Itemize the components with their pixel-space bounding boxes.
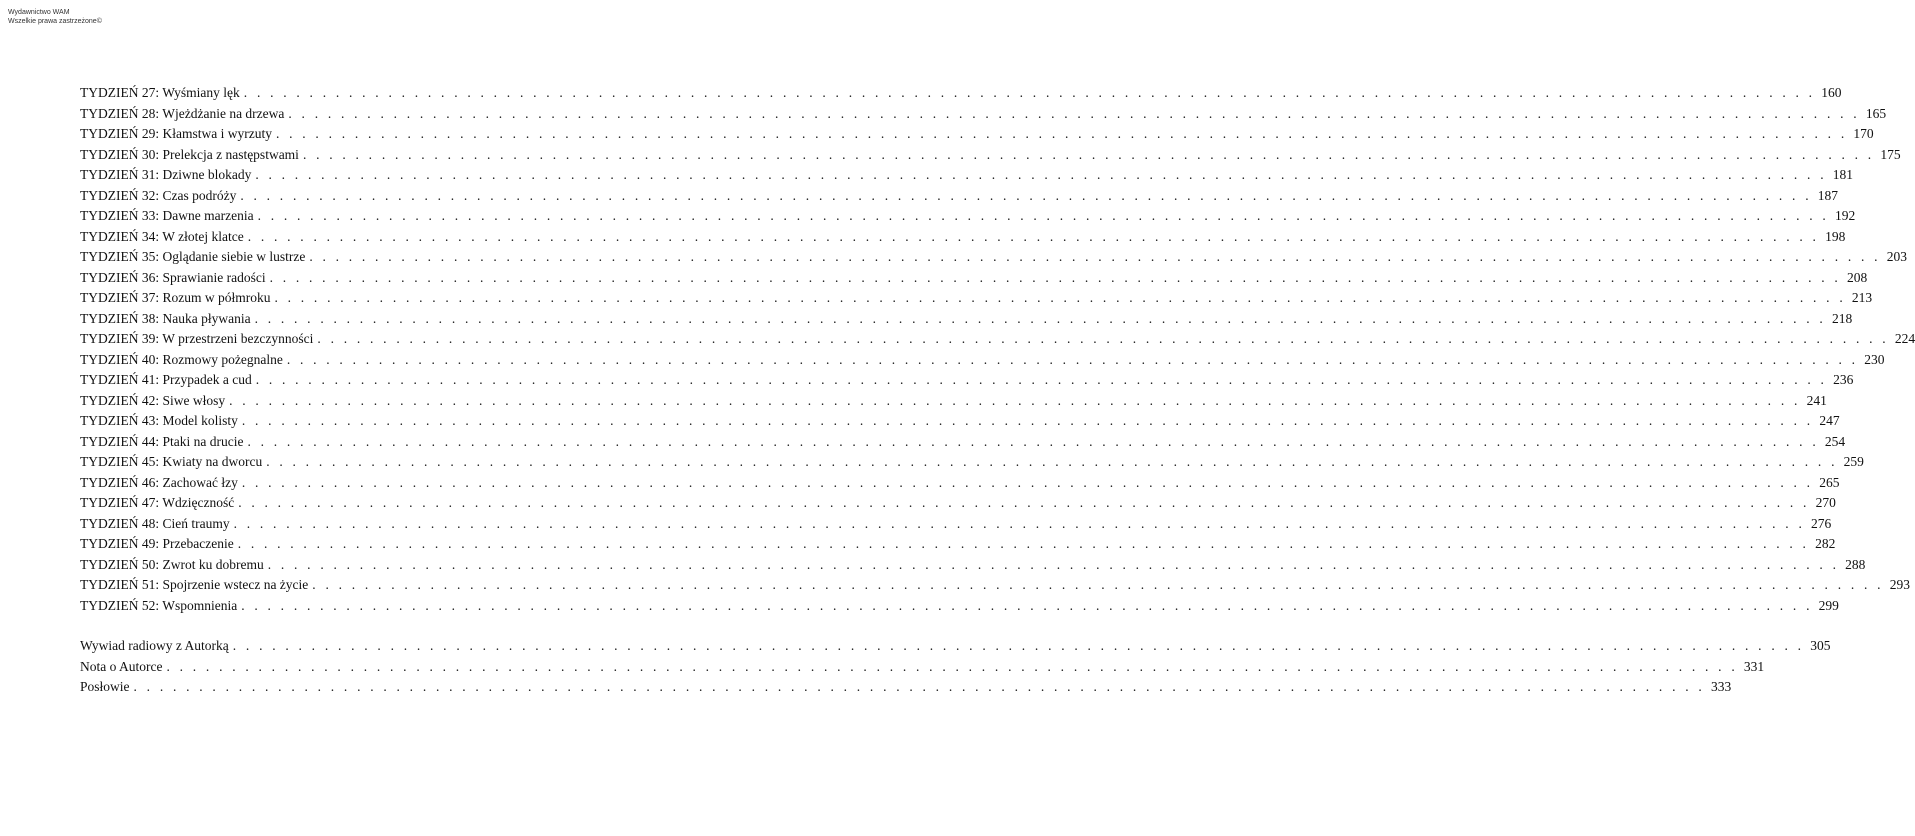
toc-entry bbox=[80, 370, 1854, 391]
toc-entry-page-number: 175 bbox=[1880, 146, 1901, 162]
toc-entry bbox=[80, 452, 1864, 473]
toc-dot-leader: . . . . . . . . . . . . . . . . . . . . . . . . . . . . . . . . . . . . . . . . . . . . . . . . . . . . . . . . . . . . . . . . . . . . . . . . . . . . . . . . . . . . . . . . . . . . . . . . . . . . . . . . . . . . . . . . . . . . . . . . bbox=[269, 269, 1842, 285]
toc-entry-title: TYDZIEŃ 33: Dawne marzenia bbox=[80, 208, 254, 223]
toc-entry-title: TYDZIEŃ 35: Oglądanie siebie w lustrze bbox=[80, 249, 306, 264]
toc-entry-page-number: 331 bbox=[1743, 658, 1765, 674]
toc-section-gap bbox=[80, 616, 499, 636]
toc-entry-title: TYDZIEŃ 41: Przypadek a cud bbox=[80, 372, 252, 387]
toc-dot-leader: . . . . . . . . . . . . . . . . . . . . . . . . . . . . . . . . . . . . . . . . . . . . . . . . . . . . . . . . . . . . . . . . . . . . . . . . . . . . . . . . . . . . . . . . . . . . . . . . . . . . . . . . . . . . . . . . . . . . . . . . bbox=[241, 413, 1814, 428]
toc-dot-leader: . . . . . . . . . . . . . . . . . . . . . . . . . . . . . . . . . . . . . . . . . . . . . . . . . . . . . . . . . . . . . . . . . . . . . . . . . . . . . . . . . . . . . . . . . . . . . . . . . . . . . . . . . . . . . . . . . . . . . . . . bbox=[275, 126, 1848, 141]
toc-entry-title: TYDZIEŃ 50: Zwrot ku dobremu bbox=[80, 556, 264, 572]
toc-entry bbox=[80, 473, 1840, 494]
rights-notice: Wszelkie prawa zastrzeżone© bbox=[8, 18, 102, 25]
toc-entry bbox=[80, 350, 1885, 371]
toc-dot-leader: . . . . . . . . . . . . . . . . . . . . . . . . . . . . . . . . . . . . . . . . . . . . . . . . . . . . . . . . . . . . . . . . . . . . . . . . . . . . . . . . . . . . . . . . . . . . . . . . . . . . . . . . . . . . . . . . . . . . . . . . bbox=[266, 454, 1838, 469]
toc-dot-leader: . . . . . . . . . . . . . . . . . . . . . . . . . . . . . . . . . . . . . . . . . . . . . . . . . . . . . . . . . . . . . . . . . . . . . . . . . . . . . . . . . . . . . . . . . . . . . . . . . . . . . . . . . . . . . . . . . . . . . . . . bbox=[243, 85, 1816, 100]
toc-entry-page-number: 192 bbox=[1835, 208, 1856, 223]
toc-dot-leader: . . . . . . . . . . . . . . . . . . . . . . . . . . . . . . . . . . . . . . . . . . . . . . . . . . . . . . . . . . . . . . . . . . . . . . . . . . . . . . . . . . . . . . . . . . . . . . . . . . . . . . . . . . . . . . . . . . . . . . . . bbox=[133, 679, 1705, 694]
toc-entry bbox=[80, 145, 1901, 166]
toc-entry-page-number: 288 bbox=[1845, 556, 1866, 572]
page-header bbox=[8, 8, 102, 26]
toc-extras-list bbox=[80, 636, 1831, 698]
toc-entry-page-number: 230 bbox=[1864, 351, 1885, 367]
toc-dot-leader: . . . . . . . . . . . . . . . . . . . . . . . . . . . . . . . . . . . . . . . . . . . . . . . . . . . . . . . . . . . . . . . . . . . . . . . . . . . . . . . . . . . . . . . . . . . . . . . . . . . . . . . . . . . . . . . . . . . . . . . . bbox=[317, 331, 1889, 346]
toc-dot-leader: . . . . . . . . . . . . . . . . . . . . . . . . . . . . . . . . . . . . . . . . . . . . . . . . . . . . . . . . . . . . . . . . . . . . . . . . . . . . . . . . . . . . . . . . . . . . . . . . . . . . . . . . . . . . . . . . . . . . . . . . bbox=[233, 515, 1806, 531]
toc-entry-title: TYDZIEŃ 31: Dziwne blokady bbox=[80, 167, 252, 182]
toc-entry-title: TYDZIEŃ 30: Prelekcja z następstwami bbox=[80, 146, 299, 162]
toc-entry-title: TYDZIEŃ 27: Wyśmiany lęk bbox=[80, 85, 240, 100]
toc-entry bbox=[80, 534, 1836, 555]
toc-entry-page-number: 305 bbox=[1810, 638, 1831, 653]
toc-dot-leader: . . . . . . . . . . . . . . . . . . . . . . . . . . . . . . . . . . . . . . . . . . . . . . . . . . . . . . . . . . . . . . . . . . . . . . . . . . . . . . . . . . . . . . . . . . . . . . . . . . . . . . . . . . . . . . . . . . . . . . . . bbox=[237, 536, 1810, 551]
toc-dot-leader: . . . . . . . . . . . . . . . . . . . . . . . . . . . . . . . . . . . . . . . . . . . . . . . . . . . . . . . . . . . . . . . . . . . . . . . . . . . . . . . . . . . . . . . . . . . . . . . . . . . . . . . . . . . . . . . . . . . . . . . . bbox=[255, 167, 1827, 182]
toc-entry-title: TYDZIEŃ 45: Kwiaty na dworcu bbox=[80, 454, 263, 469]
toc-entry-title: TYDZIEŃ 36: Sprawianie radości bbox=[80, 269, 266, 285]
toc-entry bbox=[80, 391, 1827, 412]
toc-entry bbox=[80, 411, 1840, 432]
toc-entry-title: TYDZIEŃ 40: Rozmowy pożegnalne bbox=[80, 351, 283, 367]
toc-entry bbox=[80, 575, 1910, 596]
toc-entry-page-number: 259 bbox=[1843, 454, 1864, 469]
toc-entry-page-number: 213 bbox=[1851, 290, 1873, 305]
toc-entry-page-number: 224 bbox=[1894, 331, 1915, 346]
toc-dot-leader: . . . . . . . . . . . . . . . . . . . . . . . . . . . . . . . . . . . . . . . . . . . . . . . . . . . . . . . . . . . . . . . . . . . . . . . . . . . . . . . . . . . . . . . . . . . . . . . . . . . . . . . . . . . . . . . . . . . . . . . . bbox=[166, 658, 1738, 674]
toc-entry-page-number: 187 bbox=[1817, 187, 1839, 203]
toc-entry-title: TYDZIEŃ 48: Cień traumy bbox=[80, 515, 230, 531]
toc-entry-page-number: 265 bbox=[1819, 474, 1840, 490]
toc-dot-leader: . . . . . . . . . . . . . . . . . . . . . . . . . . . . . . . . . . . . . . . . . . . . . . . . . . . . . . . . . . . . . . . . . . . . . . . . . . . . . . . . . . . . . . . . . . . . . . . . . . . . . . . . . . . . . . . . . . . . . . . . bbox=[312, 577, 1884, 592]
toc-entry bbox=[80, 268, 1868, 289]
toc-entry-title: TYDZIEŃ 52: Wspomnienia bbox=[80, 597, 238, 613]
toc-entry bbox=[80, 165, 1854, 186]
toc-entry-title: TYDZIEŃ 29: Kłamstwa i wyrzuty bbox=[80, 126, 272, 141]
toc-dot-leader: . . . . . . . . . . . . . . . . . . . . . . . . . . . . . . . . . . . . . . . . . . . . . . . . . . . . . . . . . . . . . . . . . . . . . . . . . . . . . . . . . . . . . . . . . . . . . . . . . . . . . . . . . . . . . . . . . . . . . . . . bbox=[232, 638, 1805, 653]
toc-dot-leader: . . . . . . . . . . . . . . . . . . . . . . . . . . . . . . . . . . . . . . . . . . . . . . . . . . . . . . . . . . . . . . . . . . . . . . . . . . . . . . . . . . . . . . . . . . . . . . . . . . . . . . . . . . . . . . . . . . . . . . . . bbox=[257, 208, 1829, 223]
toc-dot-leader: . . . . . . . . . . . . . . . . . . . . . . . . . . . . . . . . . . . . . . . . . . . . . . . . . . . . . . . . . . . . . . . . . . . . . . . . . . . . . . . . . . . . . . . . . . . . . . . . . . . . . . . . . . . . . . . . . . . . . . . . bbox=[309, 249, 1881, 264]
toc-entry-title: TYDZIEŃ 42: Siwe włosy bbox=[80, 392, 226, 408]
toc-entry-page-number: 203 bbox=[1886, 249, 1907, 264]
toc-entry bbox=[80, 329, 1915, 350]
toc-entry bbox=[80, 104, 1887, 125]
toc-dot-leader: . . . . . . . . . . . . . . . . . . . . . . . . . . . . . . . . . . . . . . . . . . . . . . . . . . . . . . . . . . . . . . . . . . . . . . . . . . . . . . . . . . . . . . . . . . . . . . . . . . . . . . . . . . . . . . . . . . . . . . . . bbox=[247, 433, 1819, 449]
toc-dot-leader: . . . . . . . . . . . . . . . . . . . . . . . . . . . . . . . . . . . . . . . . . . . . . . . . . . . . . . . . . . . . . . . . . . . . . . . . . . . . . . . . . . . . . . . . . . . . . . . . . . . . . . . . . . . . . . . . . . . . . . . . bbox=[240, 187, 1812, 203]
toc-dot-leader: . . . . . . . . . . . . . . . . . . . . . . . . . . . . . . . . . . . . . . . . . . . . . . . . . . . . . . . . . . . . . . . . . . . . . . . . . . . . . . . . . . . . . . . . . . . . . . . . . . . . . . . . . . . . . . . . . . . . . . . . bbox=[241, 597, 1813, 613]
toc-entry bbox=[80, 657, 1765, 678]
toc-entry-page-number: 276 bbox=[1811, 515, 1832, 531]
toc-entry-title: TYDZIEŃ 43: Model kolisty bbox=[80, 413, 238, 428]
toc-entry-title: TYDZIEŃ 47: Wdzięczność bbox=[80, 495, 235, 510]
toc-entry-title: TYDZIEŃ 37: Rozum w półmroku bbox=[80, 290, 271, 305]
toc-entry-page-number: 181 bbox=[1832, 167, 1854, 182]
toc-entry-page-number: 218 bbox=[1832, 310, 1853, 326]
table-of-contents bbox=[80, 83, 1915, 698]
toc-dot-leader: . . . . . . . . . . . . . . . . . . . . . . . . . . . . . . . . . . . . . . . . . . . . . . . . . . . . . . . . . . . . . . . . . . . . . . . . . . . . . . . . . . . . . . . . . . . . . . . . . . . . . . . . . . . . . . . . . . . . . . . . bbox=[254, 310, 1827, 326]
toc-entry-title: TYDZIEŃ 49: Przebaczenie bbox=[80, 536, 234, 551]
toc-entry-title: TYDZIEŃ 38: Nauka pływania bbox=[80, 310, 251, 326]
toc-entry bbox=[80, 288, 1873, 309]
toc-dot-leader: . . . . . . . . . . . . . . . . . . . . . . . . . . . . . . . . . . . . . . . . . . . . . . . . . . . . . . . . . . . . . . . . . . . . . . . . . . . . . . . . . . . . . . . . . . . . . . . . . . . . . . . . . . . . . . . . . . . . . . . . bbox=[247, 228, 1820, 244]
toc-entry-title: TYDZIEŃ 28: Wjeżdżanie na drzewa bbox=[80, 105, 285, 121]
toc-entry bbox=[80, 555, 1866, 576]
toc-entry-page-number: 236 bbox=[1833, 372, 1854, 387]
toc-entry-page-number: 241 bbox=[1806, 392, 1827, 408]
toc-entry-page-number: 165 bbox=[1865, 105, 1887, 121]
toc-dot-leader: . . . . . . . . . . . . . . . . . . . . . . . . . . . . . . . . . . . . . . . . . . . . . . . . . . . . . . . . . . . . . . . . . . . . . . . . . . . . . . . . . . . . . . . . . . . . . . . . . . . . . . . . . . . . . . . . . . . . . . . . bbox=[241, 474, 1814, 490]
toc-entry-page-number: 247 bbox=[1819, 413, 1840, 428]
toc-entry bbox=[80, 636, 1831, 657]
toc-entry-title: TYDZIEŃ 46: Zachować łzy bbox=[80, 474, 238, 490]
toc-entry bbox=[80, 227, 1846, 248]
toc-entry-page-number: 270 bbox=[1815, 495, 1836, 510]
toc-entry bbox=[80, 206, 1856, 227]
toc-entry bbox=[80, 124, 1874, 145]
toc-weeks-list bbox=[80, 83, 1915, 616]
toc-entry-page-number: 198 bbox=[1825, 228, 1846, 244]
toc-dot-leader: . . . . . . . . . . . . . . . . . . . . . . . . . . . . . . . . . . . . . . . . . . . . . . . . . . . . . . . . . . . . . . . . . . . . . . . . . . . . . . . . . . . . . . . . . . . . . . . . . . . . . . . . . . . . . . . . . . . . . . . . bbox=[288, 105, 1860, 121]
toc-entry-page-number: 293 bbox=[1889, 577, 1910, 592]
toc-entry-page-number: 282 bbox=[1815, 536, 1836, 551]
toc-entry-page-number: 254 bbox=[1824, 433, 1846, 449]
toc-entry bbox=[80, 247, 1907, 268]
toc-dot-leader: . . . . . . . . . . . . . . . . . . . . . . . . . . . . . . . . . . . . . . . . . . . . . . . . . . . . . . . . . . . . . . . . . . . . . . . . . . . . . . . . . . . . . . . . . . . . . . . . . . . . . . . . . . . . . . . . . . . . . . . . bbox=[302, 146, 1875, 162]
toc-entry-title: TYDZIEŃ 34: W złotej klatce bbox=[80, 228, 244, 244]
toc-entry-title: Posłowie bbox=[80, 679, 130, 694]
toc-dot-leader: . . . . . . . . . . . . . . . . . . . . . . . . . . . . . . . . . . . . . . . . . . . . . . . . . . . . . . . . . . . . . . . . . . . . . . . . . . . . . . . . . . . . . . . . . . . . . . . . . . . . . . . . . . . . . . . . . . . . . . . . bbox=[267, 556, 1840, 572]
toc-dot-leader: . . . . . . . . . . . . . . . . . . . . . . . . . . . . . . . . . . . . . . . . . . . . . . . . . . . . . . . . . . . . . . . . . . . . . . . . . . . . . . . . . . . . . . . . . . . . . . . . . . . . . . . . . . . . . . . . . . . . . . . . bbox=[286, 351, 1859, 367]
toc-entry-page-number: 299 bbox=[1818, 597, 1839, 613]
toc-dot-leader: . . . . . . . . . . . . . . . . . . . . . . . . . . . . . . . . . . . . . . . . . . . . . . . . . . . . . . . . . . . . . . . . . . . . . . . . . . . . . . . . . . . . . . . . . . . . . . . . . . . . . . . . . . . . . . . . . . . . . . . . bbox=[274, 290, 1846, 305]
publisher-name: Wydawnictwo WAM bbox=[8, 9, 70, 16]
toc-entry bbox=[80, 677, 1732, 698]
toc-dot-leader: . . . . . . . . . . . . . . . . . . . . . . . . . . . . . . . . . . . . . . . . . . . . . . . . . . . . . . . . . . . . . . . . . . . . . . . . . . . . . . . . . . . . . . . . . . . . . . . . . . . . . . . . . . . . . . . . . . . . . . . . bbox=[229, 392, 1801, 408]
toc-entry-page-number: 333 bbox=[1710, 679, 1732, 694]
toc-entry bbox=[80, 83, 1842, 104]
toc-entry bbox=[80, 596, 1839, 617]
toc-entry-title: TYDZIEŃ 32: Czas podróży bbox=[80, 187, 237, 203]
toc-entry-title: TYDZIEŃ 39: W przestrzeni bezczynności bbox=[80, 331, 314, 346]
toc-entry bbox=[80, 514, 1832, 535]
toc-dot-leader: . . . . . . . . . . . . . . . . . . . . . . . . . . . . . . . . . . . . . . . . . . . . . . . . . . . . . . . . . . . . . . . . . . . . . . . . . . . . . . . . . . . . . . . . . . . . . . . . . . . . . . . . . . . . . . . . . . . . . . . . bbox=[255, 372, 1828, 387]
toc-entry-title: TYDZIEŃ 51: Spojrzenie wstecz na życie bbox=[80, 577, 309, 592]
toc-entry-title: Wywiad radiowy z Autorką bbox=[80, 638, 229, 653]
toc-entry-title: Nota o Autorce bbox=[80, 658, 163, 674]
toc-entry bbox=[80, 186, 1839, 207]
toc-entry-page-number: 208 bbox=[1847, 269, 1868, 285]
toc-entry bbox=[80, 493, 1836, 514]
toc-entry bbox=[80, 309, 1853, 330]
toc-entry-title: TYDZIEŃ 44: Ptaki na drucie bbox=[80, 433, 244, 449]
toc-entry-page-number: 170 bbox=[1853, 126, 1874, 141]
toc-dot-leader: . . . . . . . . . . . . . . . . . . . . . . . . . . . . . . . . . . . . . . . . . . . . . . . . . . . . . . . . . . . . . . . . . . . . . . . . . . . . . . . . . . . . . . . . . . . . . . . . . . . . . . . . . . . . . . . . . . . . . . . . bbox=[238, 495, 1810, 510]
toc-entry-page-number: 160 bbox=[1821, 85, 1842, 100]
toc-entry bbox=[80, 432, 1846, 453]
